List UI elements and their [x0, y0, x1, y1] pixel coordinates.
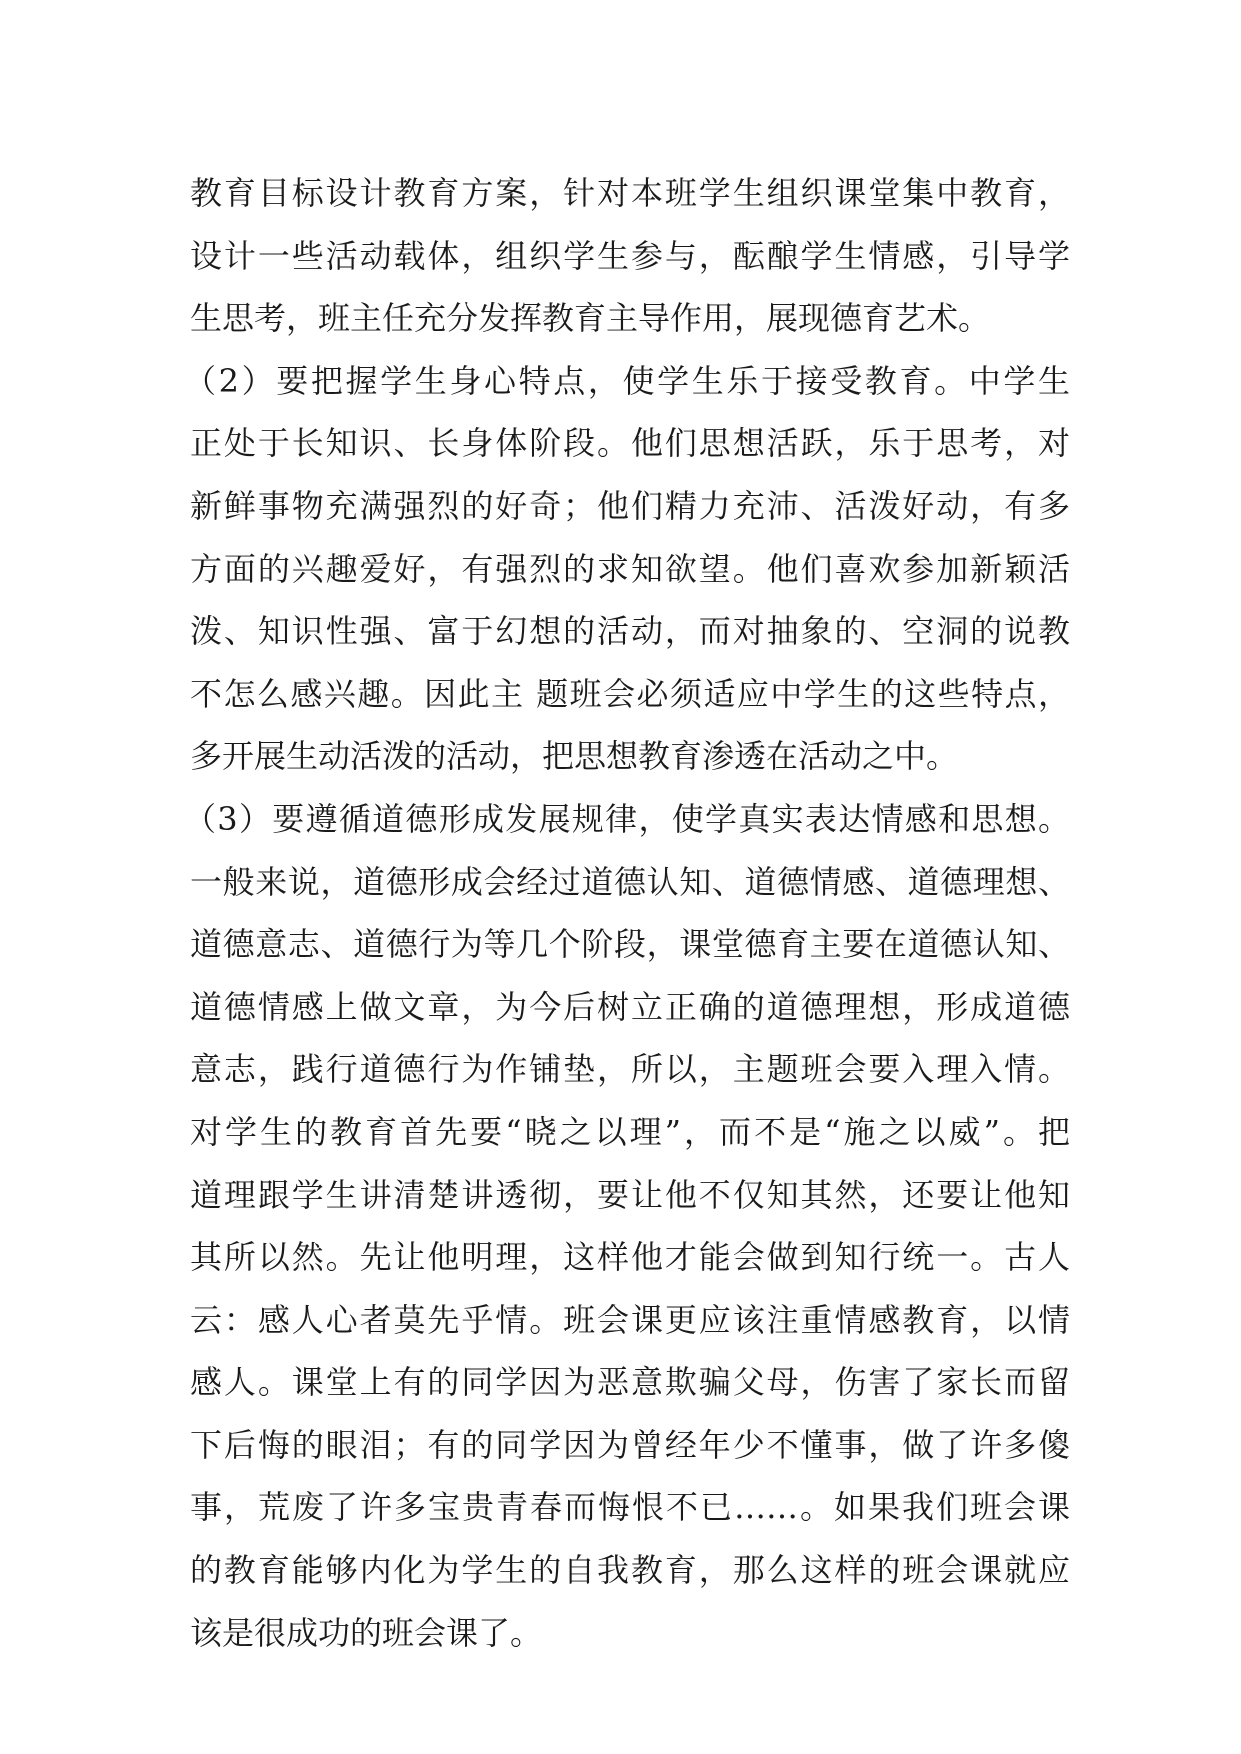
text-line: 方面的兴趣爱好，有强烈的求知欲望。他们喜欢参加新颖活 [190, 549, 1070, 588]
text-line: 事，荒废了许多宝贵青春而悔恨不已……。如果我们班会课 [190, 1488, 1070, 1527]
text-line: 云：感人心者莫先乎情。班会课更应该注重情感教育，以情 [190, 1300, 1070, 1339]
text-line: 的教育能够内化为学生的自我教育，那么这样的班会课就应 [190, 1551, 1070, 1590]
text-line: 其所以然。先让他明理，这样他才能会做到知行统一。古人 [190, 1238, 1070, 1277]
text-line: 新鲜事物充满强烈的好奇；他们精力充沛、活泼好动，有多 [190, 486, 1070, 525]
text-line: 道德情感上做文章，为今后树立正确的道德理想，形成道德 [190, 987, 1070, 1026]
text-line: （2）要把握学生身心特点，使学生乐于接受教育。中学生 [184, 361, 1070, 400]
text-line: 道理跟学生讲清楚讲透彻，要让他不仅知其然，还要让他知 [190, 1175, 1070, 1214]
text-line: 一般来说，道德形成会经过道德认知、道德情感、道德理想、 [190, 862, 1070, 901]
text-line: 对学生的教育首先要“晓之以理”，而不是“施之以威”。把 [190, 1112, 1070, 1151]
text-line: 感人。课堂上有的同学因为恶意欺骗父母，伤害了家长而留 [190, 1363, 1070, 1402]
text-line: （3）要遵循道德形成发展规律，使学真实表达情感和思想。 [184, 799, 1070, 838]
text-line: 生思考，班主任充分发挥教育主导作用，展现德育艺术。 [190, 299, 991, 338]
text-line: 教育目标设计教育方案，针对本班学生组织课堂集中教育， [190, 174, 1070, 212]
text-line: 正处于长知识、长身体阶段。他们思想活跃，乐于思考，对 [190, 424, 1070, 463]
body-text [184, 162, 1070, 1664]
text-line: 该是很成功的班会课了。 [190, 1613, 543, 1652]
text-line: 下后悔的眼泪；有的同学因为曾经年少不懂事，做了许多傻 [190, 1425, 1070, 1464]
text-line: 多开展生动活泼的活动，把思想教育渗透在活动之中。 [190, 737, 959, 776]
text-line: 泼、知识性强、富于幻想的活动，而对抽象的、空洞的说教 [190, 612, 1070, 651]
text-line: 设计一些活动载体，组织学生参与，酝酿学生情感，引导学 [190, 236, 1070, 275]
text-line: 不怎么感兴趣。因此主 题班会必须适应中学生的这些特点， [190, 674, 1070, 713]
text-line: 意志，践行道德行为作铺垫，所以，主题班会要入理入情。 [190, 1050, 1070, 1089]
text-line: 道德意志、道德行为等几个阶段，课堂德育主要在道德认知、 [190, 925, 1070, 964]
